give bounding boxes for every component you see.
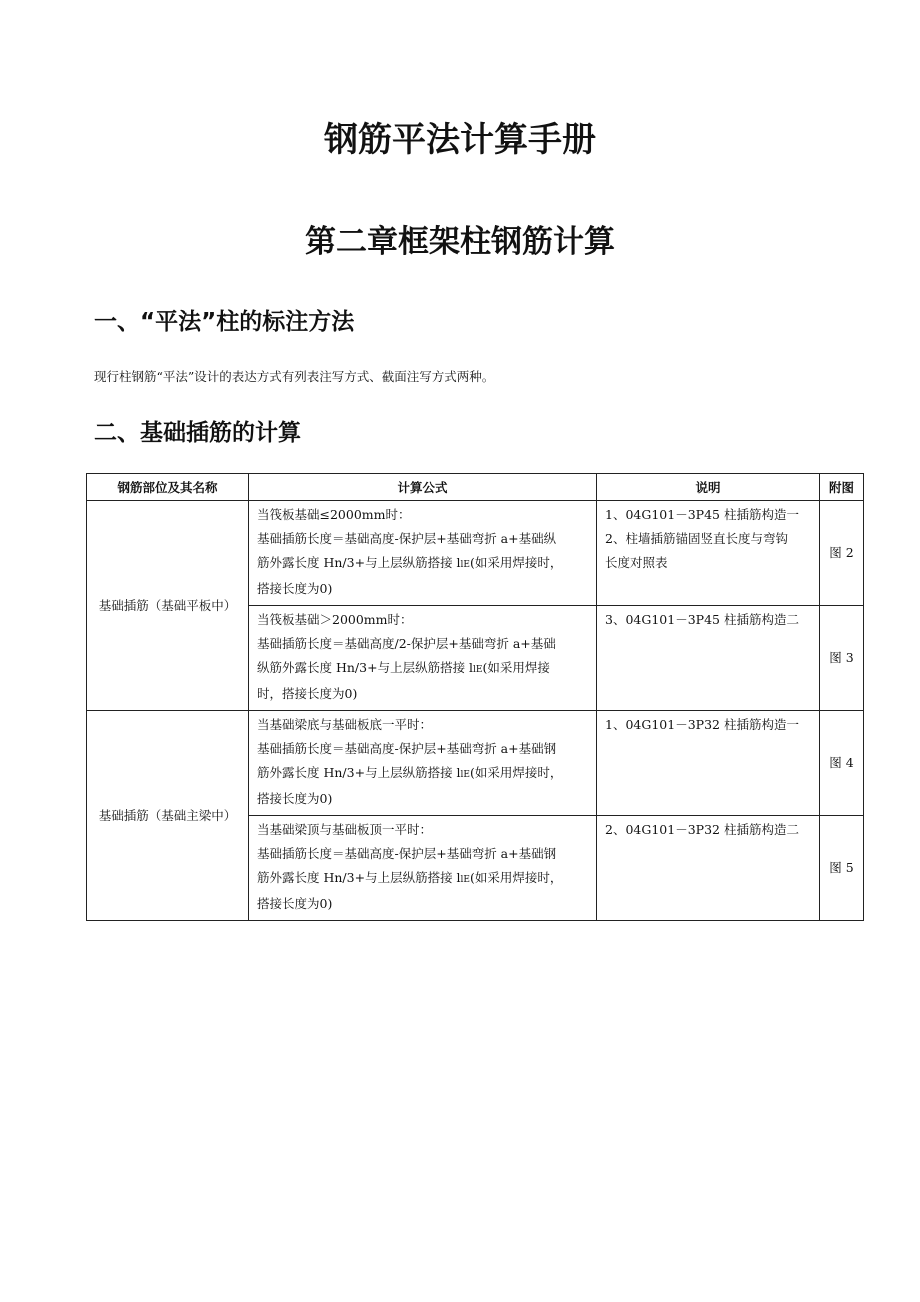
formula-line — [257, 551, 588, 577]
category-cell: 基础插筋（基础主梁中） — [87, 711, 249, 921]
formula-line: 基础插筋长度＝基础高度-保护层+基础弯折 a+基础钢 — [257, 846, 557, 861]
formula-line: 基础插筋长度＝基础高度-保护层+基础弯折 a+基础钢 — [257, 741, 557, 756]
notes-cell — [597, 816, 820, 921]
note-line: 1、04G101－3P45 柱插筋构造一 — [605, 507, 799, 522]
header-notes: 说明 — [597, 474, 820, 501]
header-formula: 计算公式 — [249, 474, 597, 501]
subscript-le: lE — [473, 665, 483, 675]
note-line: 2、04G101－3P32 柱插筋构造二 — [605, 822, 799, 837]
category-cell: 基础插筋（基础平板中） — [87, 501, 249, 711]
formula-line: 搭接长度为0) — [257, 896, 333, 911]
formula-line — [257, 761, 588, 787]
notes-cell — [597, 606, 820, 711]
formula-line: 搭接长度为0) — [257, 581, 333, 596]
formula-line — [257, 866, 588, 892]
formula-text: (如采用焊接时， — [470, 765, 563, 780]
subscript-le: lE — [460, 770, 470, 780]
subscript-le: lE — [460, 875, 470, 885]
formula-text: (如采用焊接 — [482, 660, 550, 675]
formula-cell — [249, 816, 597, 921]
figure-ref: 图 4 — [820, 711, 864, 816]
formula-line: 当筏板基础≤2000mm时： — [257, 507, 411, 522]
formula-cell — [249, 501, 597, 606]
notes-cell — [597, 711, 820, 816]
header-part-name: 钢筋部位及其名称 — [87, 474, 249, 501]
formula-text: (如采用焊接时， — [470, 555, 563, 570]
formula-text: 纵筋外露长度 Hn/3+与上层纵筋搭接 l — [257, 660, 474, 675]
formula-text: 筋外露长度 Hn/3+与上层纵筋搭接 l — [257, 870, 461, 885]
section-heading-1: 一、“平法”柱的标注方法 — [94, 309, 355, 335]
formula-line — [257, 656, 588, 682]
section-heading-2: 二、基础插筋的计算 — [94, 420, 301, 446]
table-header-row — [87, 474, 864, 501]
header-figure: 附图 — [820, 474, 864, 501]
section-paragraph-1: 现行柱钢筋“平法”设计的表达方式有列表注写方式、截面注写方式两种。 — [94, 369, 495, 384]
table-row — [87, 711, 864, 816]
formula-line: 基础插筋长度＝基础高度-保护层+基础弯折 a+基础纵 — [257, 531, 557, 546]
formula-line: 当筏板基础＞2000mm时： — [257, 612, 413, 627]
formula-text: 筋外露长度 Hn/3+与上层纵筋搭接 l — [257, 765, 461, 780]
formula-line: 当基础梁底与基础板底一平时： — [257, 717, 433, 732]
formula-text: (如采用焊接时， — [470, 870, 563, 885]
note-line: 2、柱墙插筋锚固竖直长度与弯钩 — [605, 531, 788, 546]
notes-cell — [597, 501, 820, 606]
formula-cell — [249, 711, 597, 816]
formula-text: 筋外露长度 Hn/3+与上层纵筋搭接 l — [257, 555, 461, 570]
figure-ref: 图 2 — [820, 501, 864, 606]
document-title: 钢筋平法计算手册 — [324, 120, 596, 160]
subscript-le: lE — [460, 560, 470, 570]
rebar-calculation-table — [86, 473, 864, 921]
formula-line: 时，搭接长度为0) — [257, 686, 358, 701]
note-line: 1、04G101－3P32 柱插筋构造一 — [605, 717, 799, 732]
formula-line: 当基础梁顶与基础板顶一平时： — [257, 822, 433, 837]
table-row — [87, 501, 864, 606]
chapter-title: 第二章框架柱钢筋计算 — [305, 224, 615, 260]
note-line: 长度对照表 — [605, 555, 668, 570]
figure-ref: 图 3 — [820, 606, 864, 711]
figure-ref: 图 5 — [820, 816, 864, 921]
formula-cell — [249, 606, 597, 711]
note-line: 3、04G101－3P45 柱插筋构造二 — [605, 612, 799, 627]
formula-line: 基础插筋长度＝基础高度/2-保护层+基础弯折 a+基础 — [257, 636, 556, 651]
formula-line: 搭接长度为0) — [257, 791, 333, 806]
